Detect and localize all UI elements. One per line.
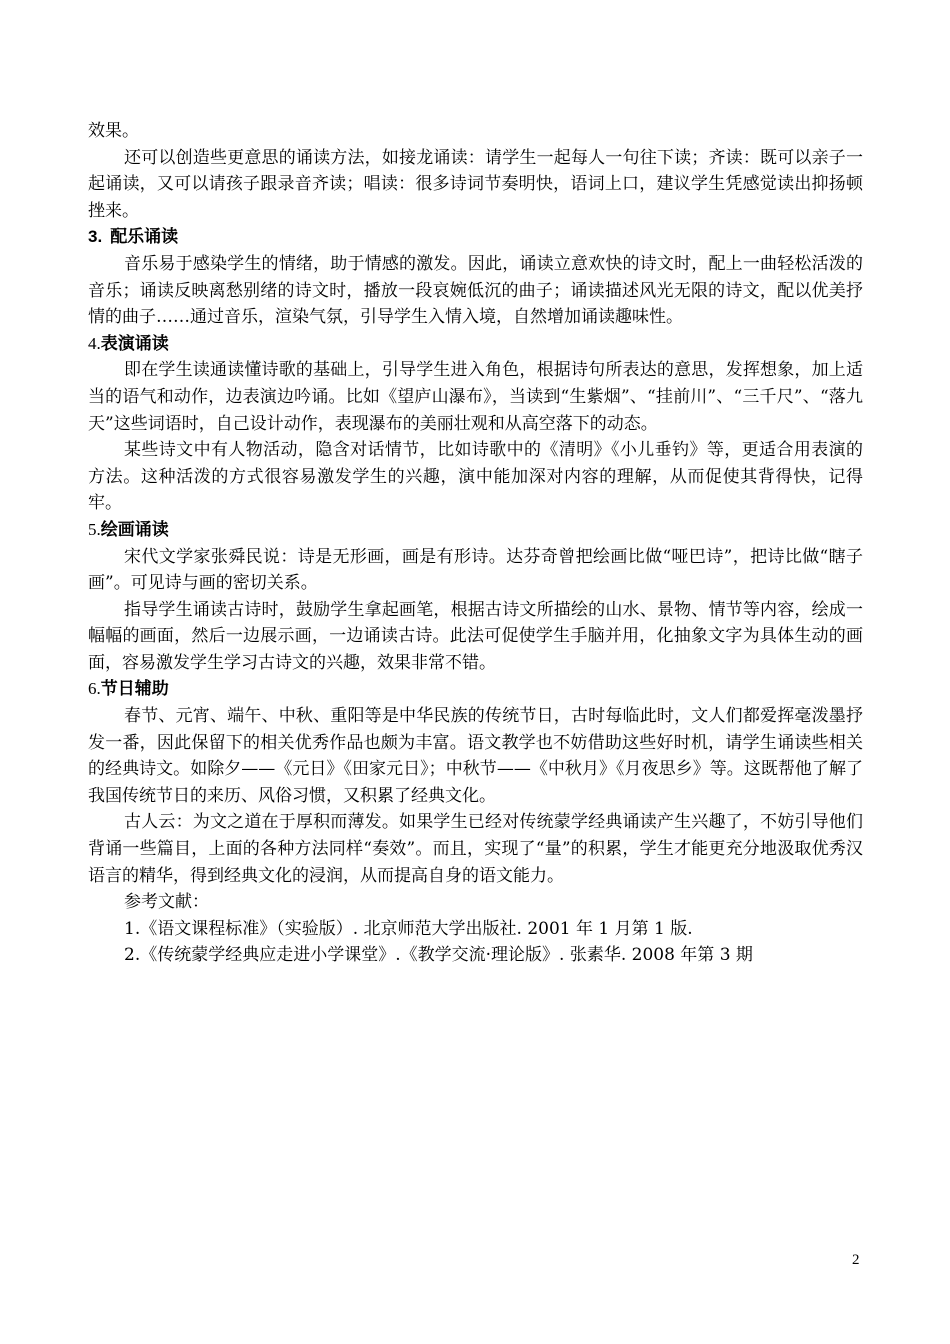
section-heading-3: [88, 224, 863, 251]
page-number: 2: [852, 1252, 860, 1268]
paragraph: 即在学生读通读懂诗歌的基础上，引导学生进入角色，根据诗句所表达的意思，发挥想象，加上适当的语气和动作，边表演边吟诵。比如《望庐山瀑布》，当读到“生紫烟”、“挂前川”、“三千尺”、“落九天”这些词语时，自己设计动作，表现瀑布的美丽壮观和从高空落下的动态。: [88, 360, 863, 434]
references-label: 参考文献：: [124, 892, 209, 913]
document-body: [88, 118, 863, 969]
section-number: 6.: [88, 679, 101, 699]
paragraph: 还可以创造些更意思的诵读方法，如接龙诵读：请学生一起每人一句往下读；齐读：既可以亲子一起诵读，又可以请孩子跟录音齐读；唱读：很多诗词节奏明快，语词上口，建议学生凭感觉读出抑扬顿挫来。: [88, 147, 863, 221]
section-heading-6: [88, 676, 863, 703]
paragraph: 古人云：为文之道在于厚积而薄发。如果学生已经对传统蒙学经典诵读产生兴趣了，不妨引导他们背诵一些篇目，上面的各种方法同样“奏效”。而且，实现了“量”的积累，学生才能更充分地汲取优秀汉语言的精华，得到经典文化的浸润，从而提高自身的语文能力。: [88, 812, 863, 886]
paragraph: 效果。: [88, 121, 139, 141]
section-number: 3.: [88, 227, 103, 247]
paragraph: 指导学生诵读古诗时，鼓励学生拿起画笔，根据古诗文所描绘的山水、景物、情节等内容，绘成一幅幅的画面，然后一边展示画，一边诵读古诗。此法可促使学生手脑并用，化抽象文字为具体生动的画面，容易激发学生学习古诗文的兴趣，效果非常不错。: [88, 599, 863, 673]
section-number: 5.: [88, 519, 101, 539]
section-number: 4.: [88, 333, 101, 353]
reference-item: 2.《传统蒙学经典应走进小学课堂》.《教学交流·理论版》. 张素华. 2008 年第 3 期: [124, 945, 753, 966]
section-heading-5: [88, 517, 863, 544]
paragraph: 某些诗文中有人物活动，隐含对话情节，比如诗歌中的《清明》《小儿垂钓》等，更适合用表演的方法。这种活泼的方式很容易激发学生的兴趣，演中能加深对内容的理解，从而促使其背得快，记得牢。: [88, 440, 863, 514]
section-heading-4: [88, 331, 863, 358]
section-title: 绘画诵读: [100, 519, 169, 540]
paragraph: 音乐易于感染学生的情绪，助于情感的激发。因此，诵读立意欢快的诗文时，配上一曲轻松活泼的音乐；诵读反映离愁别绪的诗文时，播放一段哀婉低沉的曲子；诵读描述风光无限的诗文，配以优美抒情的曲子……通过音乐，渲染气氛，引导学生入情入境，自然增加诵读趣味性。: [88, 253, 863, 328]
section-title: 配乐诵读: [110, 227, 179, 248]
section-title: 表演诵读: [100, 333, 169, 354]
paragraph: 宋代文学家张舜民说：诗是无形画，画是有形诗。达芬奇曾把绘画比做“哑巴诗”，把诗比做“瞎子画”。可见诗与画的密切关系。: [88, 546, 863, 594]
section-title: 节日辅助: [100, 679, 169, 700]
reference-item: 1.《语文课程标准》（实验版）. 北京师范大学出版社. 2001 年 1 月第 1 版.: [124, 918, 693, 939]
paragraph: 春节、元宵、端午、中秋、重阳等是中华民族的传统节日，古时每临此时，文人们都爱挥毫泼墨抒发一番，因此保留下的相关优秀作品也颇为丰富。语文教学也不妨借助这些好时机，请学生诵读些相关的经典诗文。如除夕——《元日》《田家元日》；中秋节——《中秋月》《月夜思乡》等。这既帮他了解了我国传统节日的来历、风俗习惯，又积累了经典文化。: [88, 706, 863, 806]
